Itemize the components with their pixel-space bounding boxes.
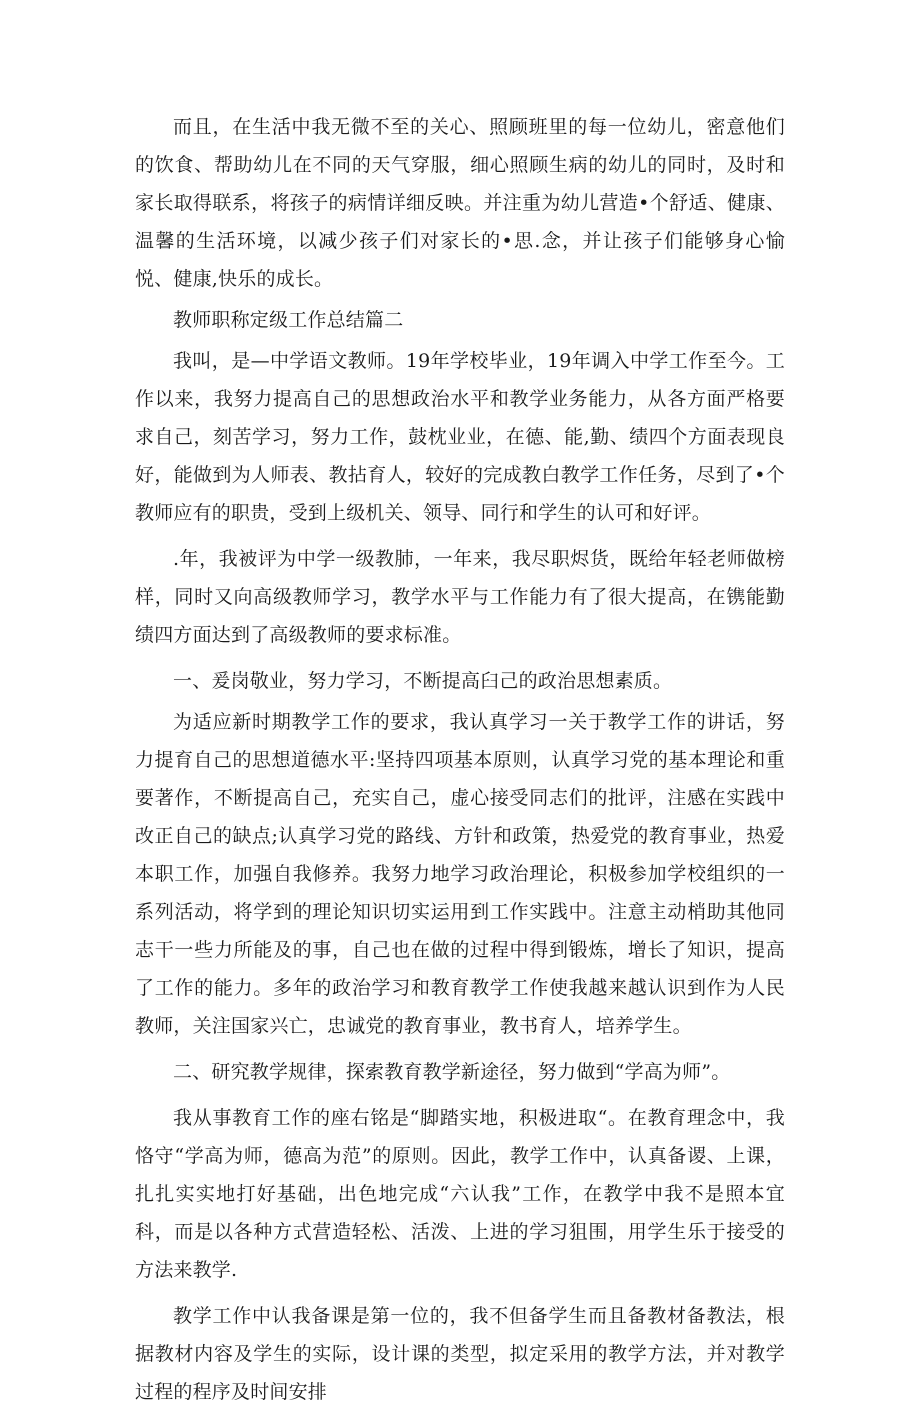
body-paragraph-4: 为适应新时期教学工作的要求，我认真学习一关于教学工作的讲话，努力提育自己的思想道德水平:坚持四项基本原则，认真学习党的基本理论和重要著作，不断提高自己，充实自己，虚心接受同志们的批评，注感在实践中改正自己的缺点;认真学习党的路线、方针和政策，热爱党的教育事业，热爱本职工作，加强自我修养。我努力地学习政治理论，积极参加学校组织的一系列活动，将学到的理论知识切实运用到工作实践中。注意主动梢助其他同志干一些力所能及的事，自己也在做的过程中得到锻炼，增长了知识，提高了工作的能力。多年的政治学习和教育教学工作使我越来越认识到作为人民教师，关注国家兴亡，忠诚党的教育事业，教书育人，培养学生。 [135,711,785,1037]
body-paragraph-5: 我从事教育工作的座右铭是“脚踏实地，积极进取“。在教育理念中，我恪守“学高为师，德高为范”的原则。因此，教学工作中，认真备谡、上课，扎扎实实地打好基础，出色地完成“六认我”工作，在教学中我不是照本宜科，而是以各种方式营造轻松、活泼、上进的学习狙围，用学生乐于接受的方法来教学. [135,1107,785,1281]
body-paragraph-6: 教学工作中认我备课是第一位的，我不但备学生而且备教材备教法，根据教材内容及学生的实际，设计课的类型，拟定采用的教学方法，并对教学过程的程序及时间安排 [135,1305,785,1403]
subheading-2: 二、研究教学规律，探索教育教学新途径，努力做到“学高为师”。 [173,1061,731,1083]
body-paragraph-2: 我叫，是—中学语文教师。19年学校毕业，19年调入中学工作至今。工作以来，我努力提高自己的思想政治水平和教学业务能力，从各方面严格要求自己，刻苦学习，努力工作，鼓枕业业，在德、能,勤、绩四个方面表现良好，能做到为人师表、教拈育人，较好的完成教白教学工作任务，尽到了•个教师应有的职贵，受到上级机关、领导、同行和学生的认可和好评。 [135,350,785,524]
subheading-1: 一、爰岗敬业，努力学习，不断提高臼己的政治思想素质。 [173,670,673,692]
body-paragraph-3: .年，我被评为中学一级教肺，一年来，我尽职烬货，既给年轻老师做榜样，同时又向高级教师学习，教学水平与工作能力有了很大提高，在镌能勤绩四方面达到了高级教师的要求标准。 [135,548,785,646]
body-paragraph-1: 而且，在生活中我无微不至的关心、照顾班里的每一位幼儿，密意他们的饮食、帮助幼儿在不同的天气穿服，细心照顾生病的幼儿的同时，及时和家长取得联系，将孩子的病情详细反映。并注重为幼儿营造•个舒适、健康、温馨的生活环境，以减少孩子们对家长的•思.念，并让孩子们能够身心愉悦、健康,快乐的成长。 [135,116,785,290]
section-heading: 教师职称定级工作总结篇二 [173,309,404,331]
document-page [135,108,785,1411]
